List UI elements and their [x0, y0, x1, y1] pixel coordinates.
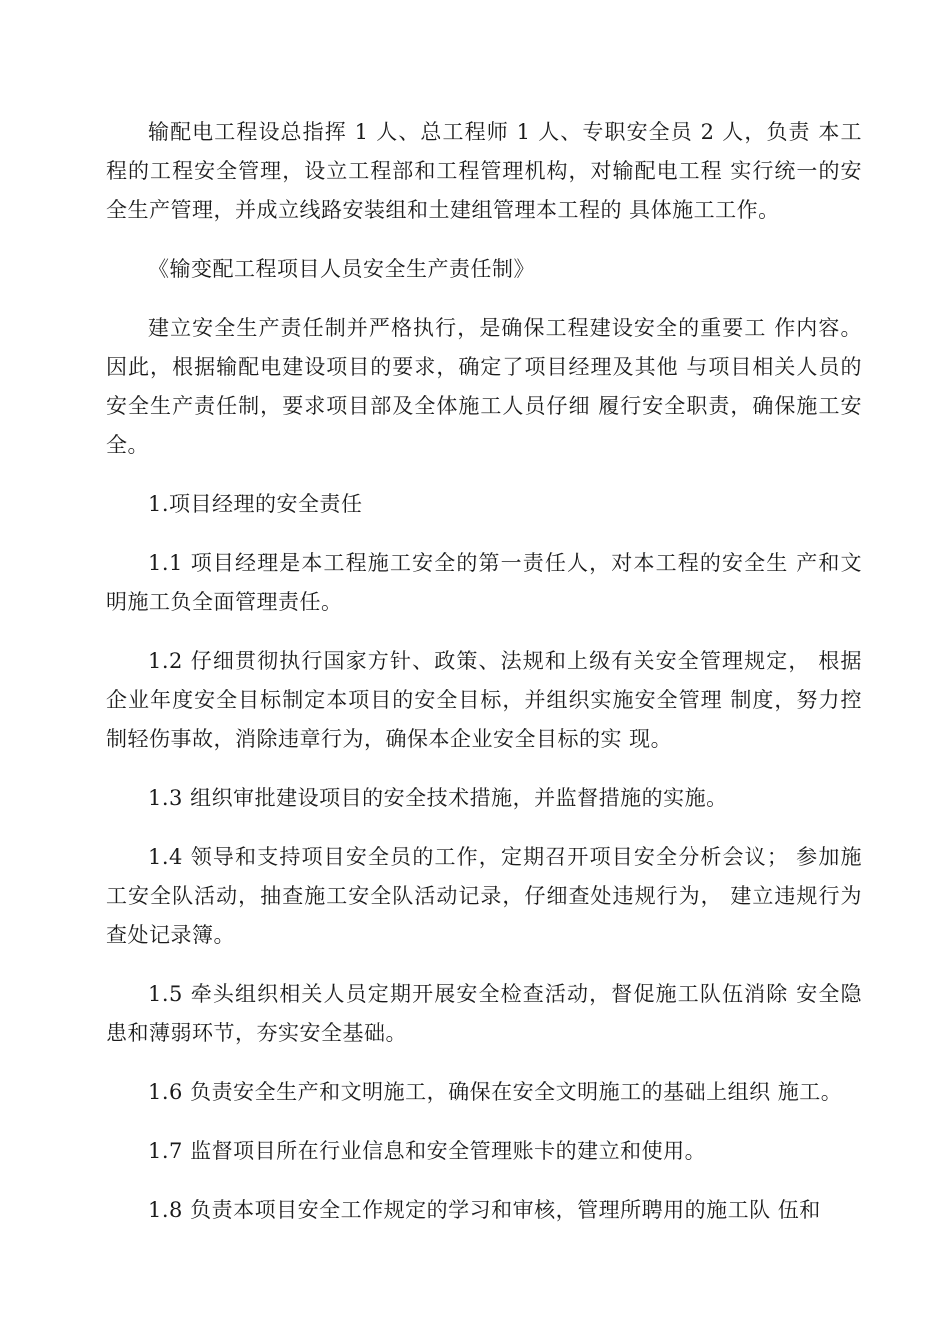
clause-1-5: 1.5 牵头组织相关人员定期开展安全检查活动，督促施工队伍消除 安全隐患和薄弱环节，夯实安全基础。 [106, 982, 862, 1045]
clause-1-2: 1.2 仔细贯彻执行国家方针、政策、法规和上级有关安全管理规定， 根据企业年度安全目标制定本项目的安全目标，并组织实施安全管理 制度，努力控制轻伤事故，消除违章行为，确保本企业安全目标的实 现。 [106, 649, 862, 751]
clause-1-8: 1.8 负责本项目安全工作规定的学习和审核，管理所聘用的施工队 伍和 [148, 1198, 821, 1222]
heading-project-manager: 1.项目经理的安全责任 [148, 492, 363, 516]
clause-1-7: 1.7 监督项目所在行业信息和安全管理账卡的建立和使用。 [148, 1139, 707, 1163]
paragraph-intro: 建立安全生产责任制并严格执行，是确保工程建设安全的重要工 作内容。因此，根据输配电建设项目的要求，确定了项目经理及其他 与项目相关人员的安全生产责任制，要求项目部及全体施工人员仔细 履行安全职责，确保施工安全。 [106, 316, 862, 457]
clause-1-3: 1.3 组织审批建设项目的安全技术措施，并监督措施的实施。 [148, 786, 728, 810]
document-body [106, 113, 862, 1250]
paragraph-organization: 输配电工程设总指挥 1 人、总工程师 1 人、专职安全员 2 人，负责 本工程的工程安全管理，设立工程部和工程管理机构，对输配电工程 实行统一的安全生产管理，并成立线路安装组和土建组管理本工程的 具体施工工作。 [106, 120, 862, 222]
clause-1-4: 1.4 领导和支持项目安全员的工作，定期召开项目安全分析会议； 参加施工安全队活动，抽查施工安全队活动记录，仔细查处违规行为， 建立违规行为查处记录簿。 [106, 845, 862, 947]
clause-1-1: 1.1 项目经理是本工程施工安全的第一责任人，对本工程的安全生 产和文明施工负全面管理责任。 [106, 551, 862, 614]
section-title: 《输变配工程项目人员安全生产责任制》 [148, 257, 535, 281]
clause-1-6: 1.6 负责安全生产和文明施工，确保在安全文明施工的基础上组织 施工。 [148, 1080, 843, 1104]
